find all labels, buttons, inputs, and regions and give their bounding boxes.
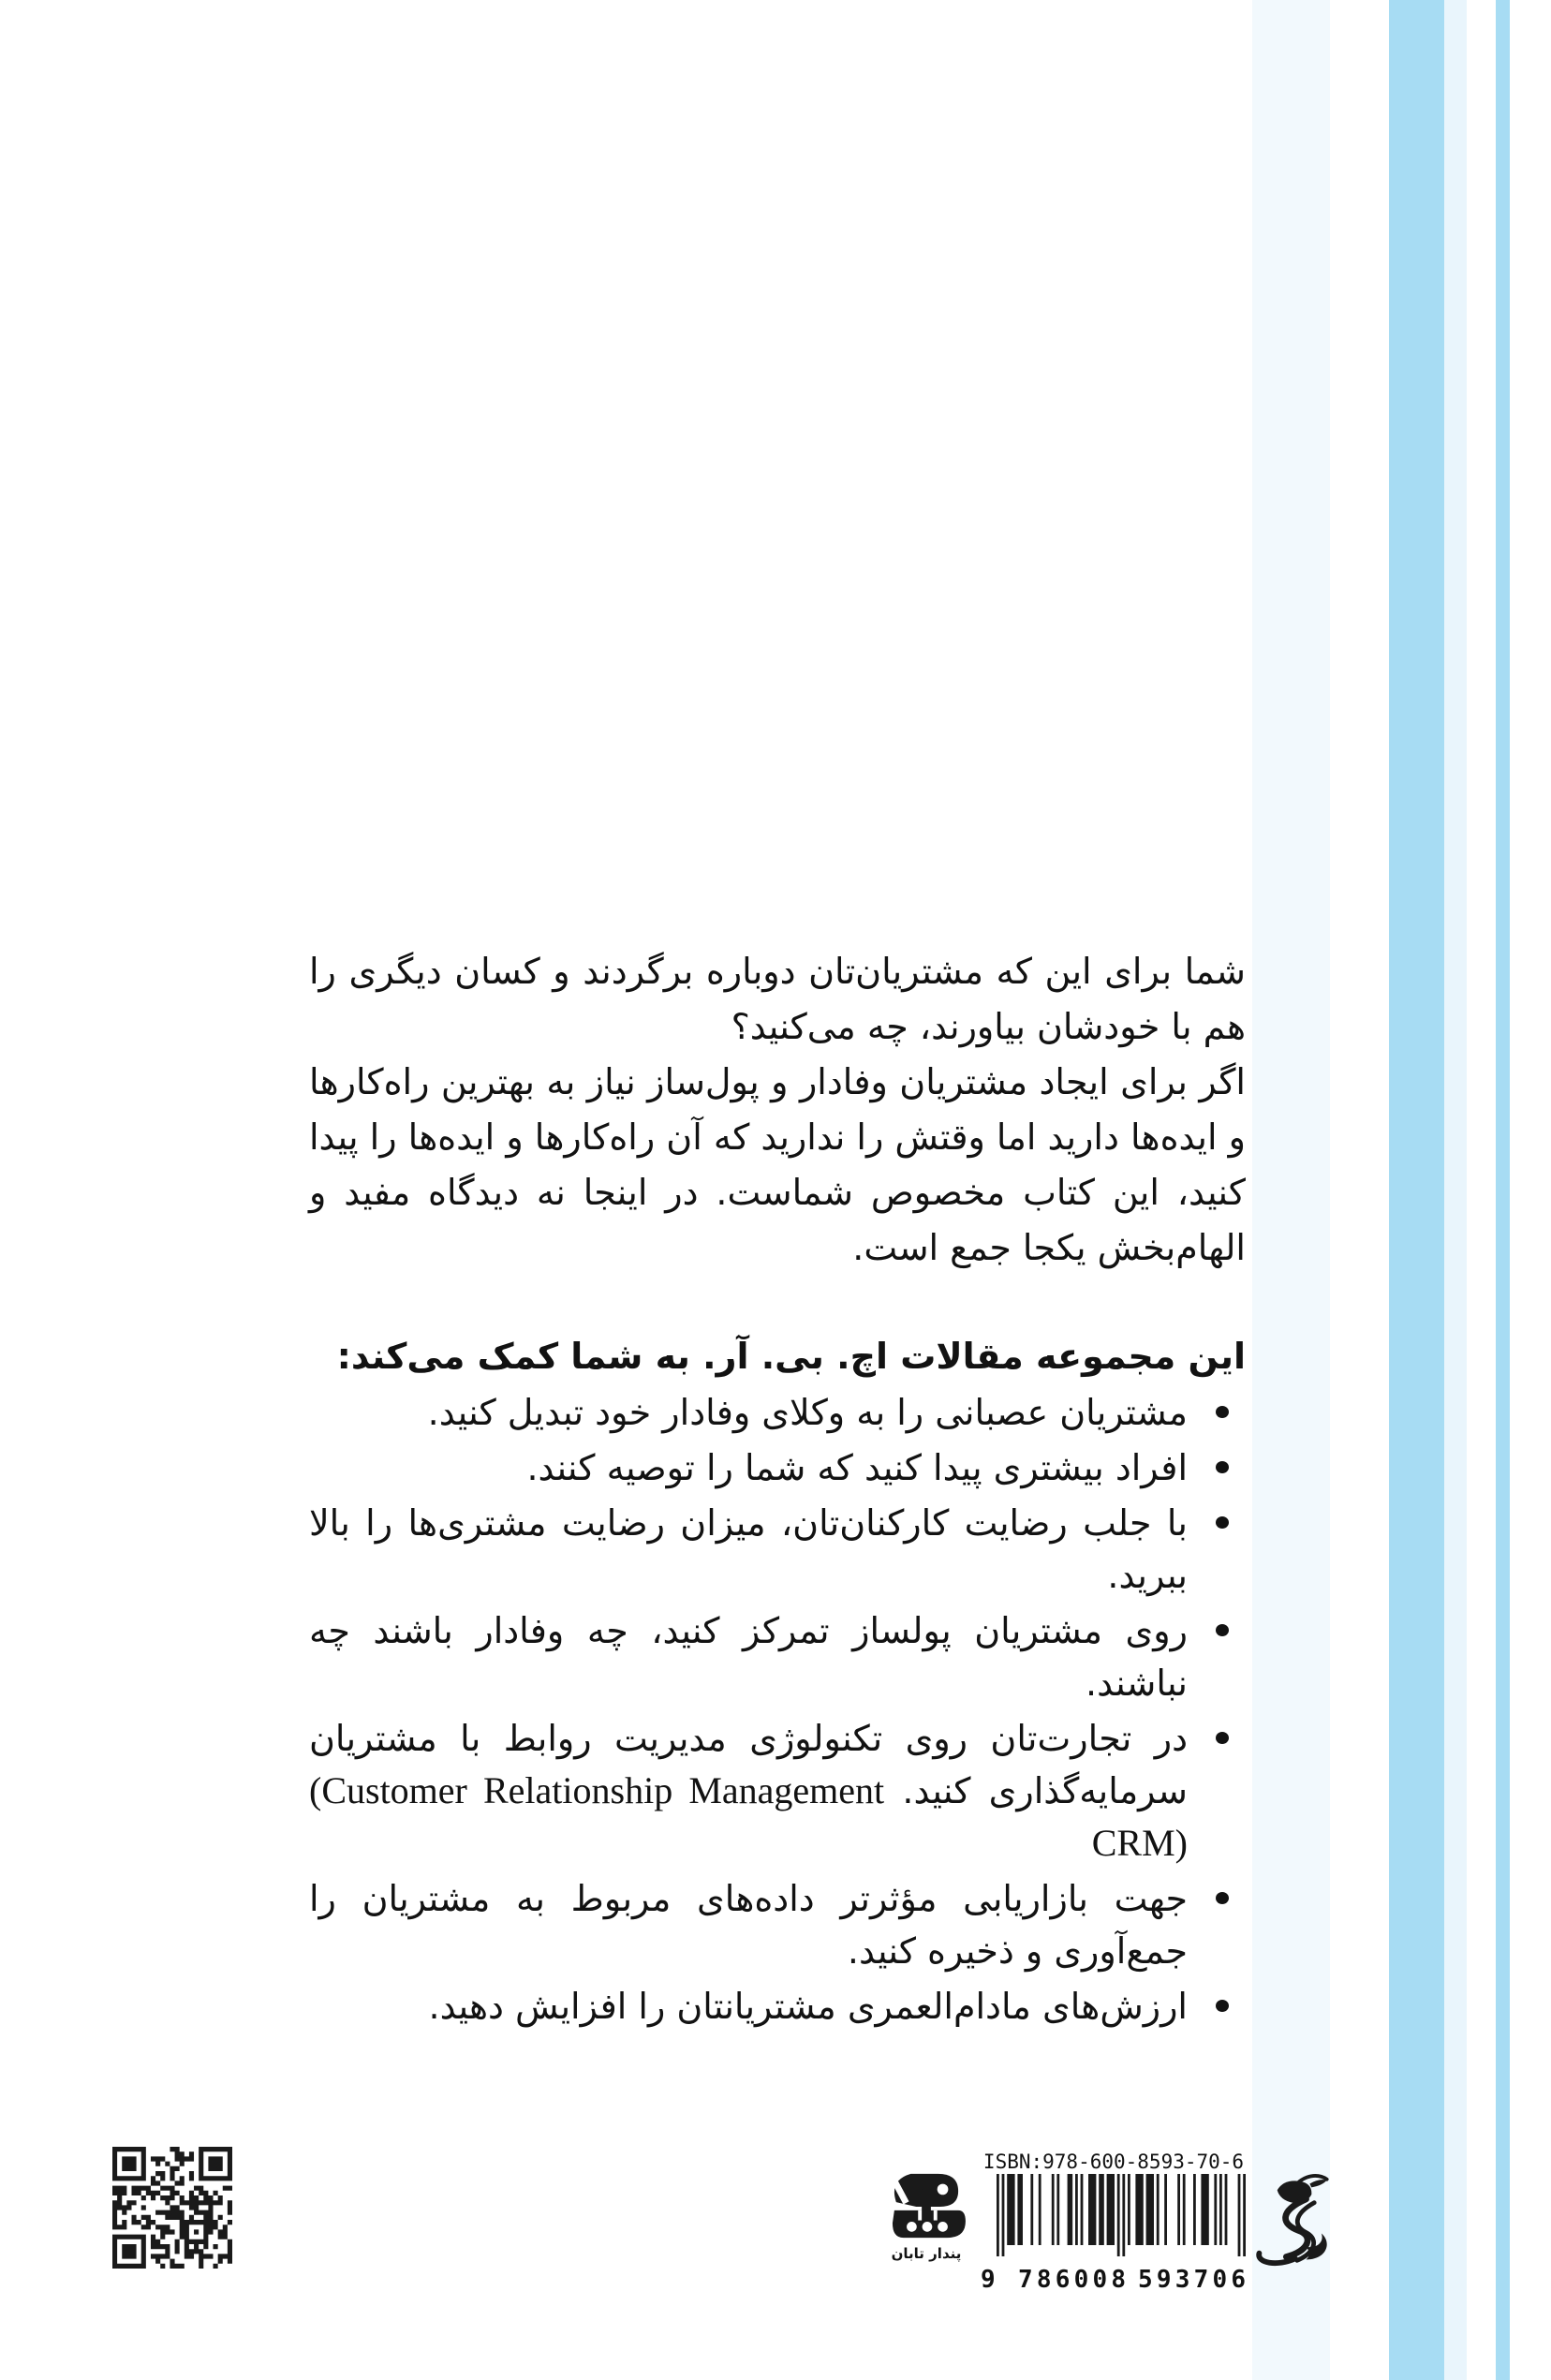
list-item (309, 1980, 1246, 2033)
list-item (309, 1497, 1246, 1602)
barcode-digit-group: 9 (981, 2266, 996, 2290)
list-item (309, 1872, 1246, 1977)
list-item (309, 1441, 1246, 1494)
isbn-text: ISBN:978-600-8593-70-6 (982, 2151, 1245, 2173)
bullet-dot-icon (1216, 2000, 1229, 2012)
benefits-list (309, 1386, 1246, 2033)
bullet-dot-icon (1216, 1732, 1229, 1744)
list-item-text: افراد بیشتری پیدا کنید که شما را توصیه کنند. (526, 1447, 1188, 1488)
isbn-barcode-block (981, 2151, 1247, 2290)
list-item-text: در تجارت‌تان روی تکنولوژی مدیریت روابط با مشتریان سرمایه‌گذاری کنید. (309, 1718, 1188, 1811)
calligraphy-mark (1253, 2171, 1336, 2272)
qr-code-icon (112, 2147, 232, 2269)
benefits-heading: این مجموعه مقالات اچ. بی. آر. به شما کمک می‌کند: (336, 1336, 1246, 1377)
publisher-logo-icon (885, 2169, 968, 2240)
intro-paragraph-1: شما برای این که مشتریان‌تان دوباره برگردند و کسان دیگری را هم با خودشان بیاورند، چه می‌کنید؟ (309, 951, 1246, 1047)
list-item-text: جهت بازاریابی مؤثرتر داده‌های مربوط به مشتریان را جمع‌آوری و ذخیره کنید. (309, 1878, 1188, 1972)
list-item-text: روی مشتریان پولساز تمرکز کنید، چه وفادار باشند چه نباشند. (309, 1610, 1188, 1704)
back-cover-text-block (309, 944, 1246, 2035)
barcode-digit-group: 593706 (1138, 2266, 1246, 2290)
bullet-dot-icon (1216, 1406, 1229, 1418)
list-item-text: ارزش‌های مادام‌العمری مشتریانتان را افزایش دهید. (428, 1986, 1188, 2027)
bullet-dot-icon (1216, 1624, 1229, 1636)
stripe-blue-thin (1496, 0, 1510, 2380)
stripe-pale-mid (1444, 0, 1467, 2380)
list-item (309, 1386, 1246, 1439)
barcode-digit-group: 786008 (1018, 2266, 1126, 2290)
list-item-text: با جلب رضایت کارکنان‌تان، میزان رضایت مشتری‌ها را بالا ببرید. (309, 1502, 1188, 1596)
bullet-dot-icon (1216, 1461, 1229, 1473)
bullet-dot-icon (1216, 1892, 1229, 1904)
intro-paragraph-2: اگر برای ایجاد مشتریان وفادار و پول‌ساز نیاز به بهترین راه‌کارها و ایده‌ها دارید اما وقتش را ندارید که آن راه‌کارها و ایده‌ها را پیدا کنید، این کتاب مخصوص شماست. در اینجا نه دیدگاه مفید و الهام‌بخش یکجا جمع است. (309, 1061, 1246, 1268)
list-item (309, 1604, 1246, 1709)
qr-code (112, 2147, 232, 2272)
crm-latin-text: (Customer Relationship Management CRM) (309, 1769, 1188, 1864)
list-item (309, 1712, 1246, 1870)
list-item-text: مشتریان عصبانی را به وکلای وفادار خود تبدیل کنید. (427, 1392, 1188, 1433)
bullet-dot-icon (1216, 1516, 1229, 1529)
publisher-name: پندار تابان (891, 2245, 962, 2262)
stripe-blue-main (1389, 0, 1444, 2380)
publisher-logo (882, 2169, 970, 2262)
swan-calligraphy-icon (1253, 2171, 1336, 2269)
ean13-barcode (981, 2174, 1247, 2290)
stripe-pale-wide (1252, 0, 1330, 2380)
